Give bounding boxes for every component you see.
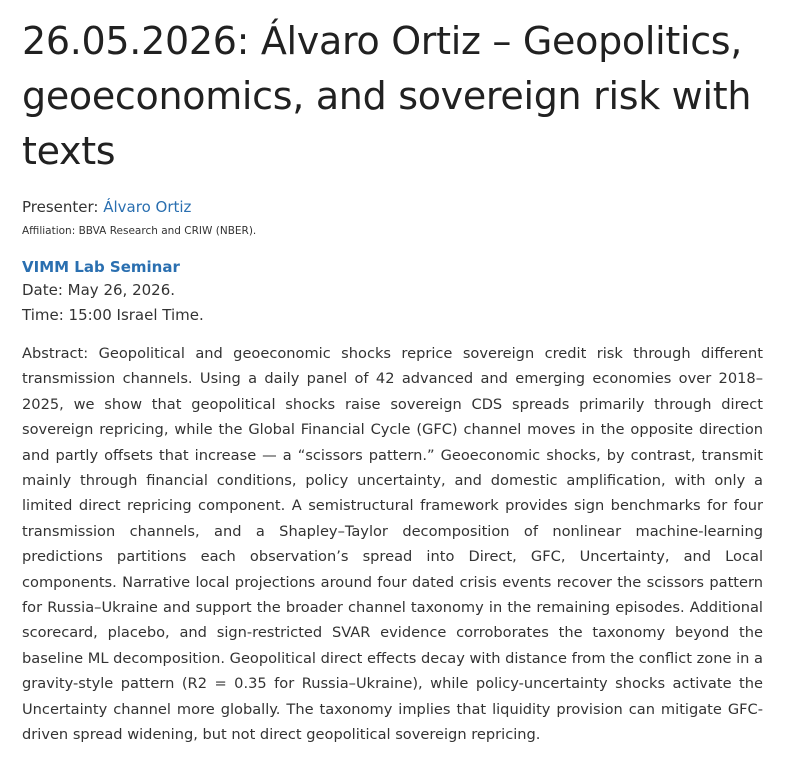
affiliation: Affiliation: BBVA Research and CRIW (NBER). [22,225,257,237]
presenter-link[interactable]: Álvaro Ortiz [103,198,192,216]
seminar-heading: VIMM Lab Seminar [22,258,180,276]
abstract: Abstract: Geopolitical and geoeconomic shocks reprice sovereign credit risk through different transmission channels. Using a daily panel of 42 advanced and emerging economies over 2018–2025, we show that geopolitical shocks raise sovereign CDS spreads primarily through direct sovereign repricing, while the Global Financial Cycle (GFC) channel moves in the opposite direction and partly offsets that increase — a “scissors pattern.” Geoeconomic shocks, by contrast, transmit mainly through financial conditions, policy uncertainty, and domestic amplification, with only a limited direct repricing component. A semistructural framework provides sign benchmarks for four transmission channels, and a Shapley–Taylor decomposition of nonlinear machine-learning predictions partitions each observation’s spread into Direct, GFC, Uncertainty, and Local components. Narrative local projections around four dated crisis events recover the scissors pattern for Russia–Ukraine and support the broader channel taxonomy in the remaining episodes. Additional scorecard, placebo, and sign-restricted SVAR evidence corroborates the taxonomy beyond the baseline ML decomposition. Geopolitical direct effects decay with distance from the conflict zone in a gravity-style pattern (R2 = 0.35 for Russia–Ukraine), while policy-uncertainty shocks activate the Uncertainty channel more globally. The taxonomy implies that liquidity provision can mitigate GFC-driven spread widening, but not direct geopolitical sovereign repricing. [22,345,763,744]
event-date: Date: May 26, 2026. [22,281,176,299]
page-title: 26.05.2026: Álvaro Ortiz – Geopolitics, geoeconomics, and sovereign risk with texts [22,19,752,173]
presenter-line [22,196,763,218]
presenter-label: Presenter: [22,198,104,216]
event-time: Time: 15:00 Israel Time. [22,306,204,324]
